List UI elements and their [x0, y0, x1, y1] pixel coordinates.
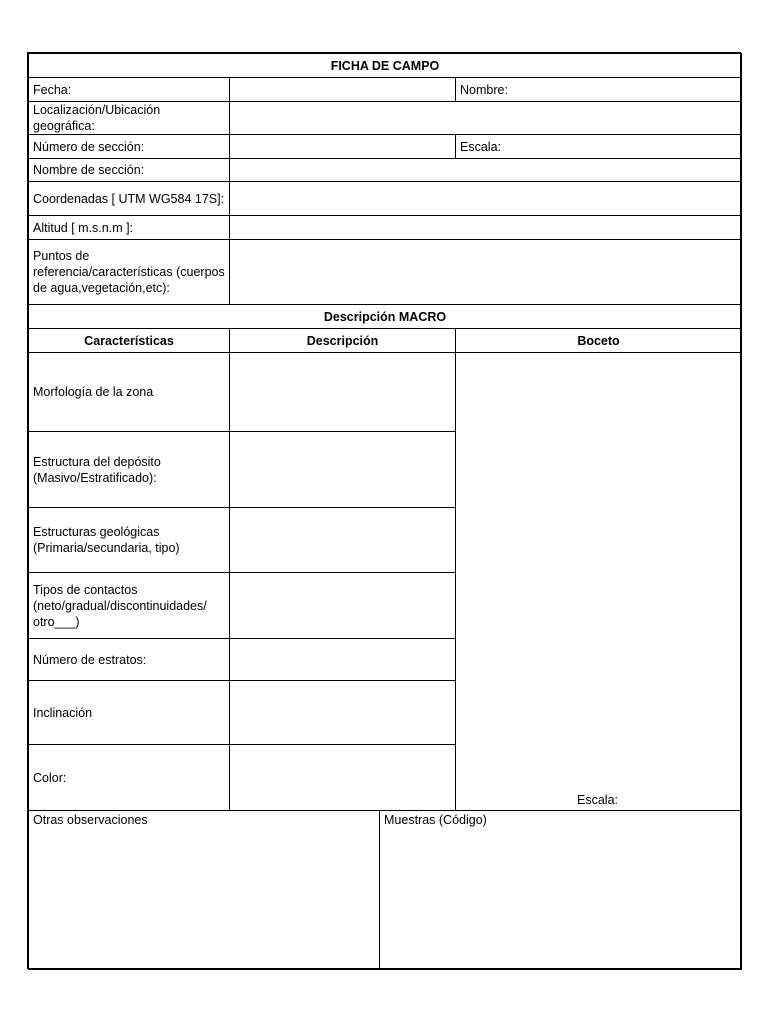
coordenadas-label: Coordenadas [ UTM WG584 17S]: [28, 181, 230, 216]
puntos-referencia-field[interactable] [229, 239, 742, 305]
altitud-label: Altitud [ m.s.n.m ]: [28, 215, 230, 240]
col-caracteristicas: Características [28, 328, 230, 353]
row-inclinacion-field[interactable] [229, 680, 456, 745]
numero-seccion-field[interactable] [229, 134, 456, 159]
otras-observaciones-box[interactable] [28, 810, 380, 970]
coordenadas-field[interactable] [229, 181, 742, 216]
boceto-escala-label: Escala: [577, 793, 618, 807]
fecha-field[interactable] [229, 77, 456, 102]
nombre-seccion-field[interactable] [229, 158, 742, 182]
nombre-seccion-label: Nombre de sección: [28, 158, 230, 182]
row-estructura-deposito-field[interactable] [229, 431, 456, 508]
puntos-referencia-label: Puntos de referencia/características (cuerpos de agua,vegetación,etc): [28, 239, 230, 305]
col-descripcion: Descripción [229, 328, 456, 353]
macro-title: Descripción MACRO [28, 304, 742, 329]
row-numero-estratos-field[interactable] [229, 638, 456, 681]
col-boceto: Boceto [455, 328, 742, 353]
row-morfologia-label: Morfología de la zona [28, 352, 230, 432]
row-estructuras-geologicas-field[interactable] [229, 507, 456, 573]
boceto-area[interactable] [455, 352, 742, 811]
row-color-label: Color: [28, 744, 230, 811]
localizacion-field[interactable] [229, 101, 742, 135]
nombre-label: Nombre: [455, 77, 742, 102]
fecha-label: Fecha: [28, 77, 230, 102]
form-title: FICHA DE CAMPO [28, 53, 742, 78]
row-estructuras-geologicas-label: Estructuras geológicas (Primaria/secundaria, tipo) [28, 507, 230, 573]
otras-observaciones-label: Otras observaciones [33, 813, 148, 827]
muestras-box[interactable] [379, 810, 742, 970]
row-tipos-contactos-field[interactable] [229, 572, 456, 639]
altitud-field[interactable] [229, 215, 742, 240]
numero-seccion-label: Número de sección: [28, 134, 230, 159]
muestras-label: Muestras (Código) [384, 813, 487, 827]
escala-label: Escala: [455, 134, 742, 159]
row-inclinacion-label: Inclinación [28, 680, 230, 745]
row-estructura-deposito-label: Estructura del depósito (Masivo/Estratificado): [28, 431, 230, 508]
row-numero-estratos-label: Número de estratos: [28, 638, 230, 681]
row-tipos-contactos-label: Tipos de contactos (neto/gradual/discontinuidades/ otro___) [28, 572, 230, 639]
localizacion-label: Localización/Ubicación geográfica: [28, 101, 230, 135]
field-form [27, 52, 741, 969]
row-color-field[interactable] [229, 744, 456, 811]
row-morfologia-field[interactable] [229, 352, 456, 432]
